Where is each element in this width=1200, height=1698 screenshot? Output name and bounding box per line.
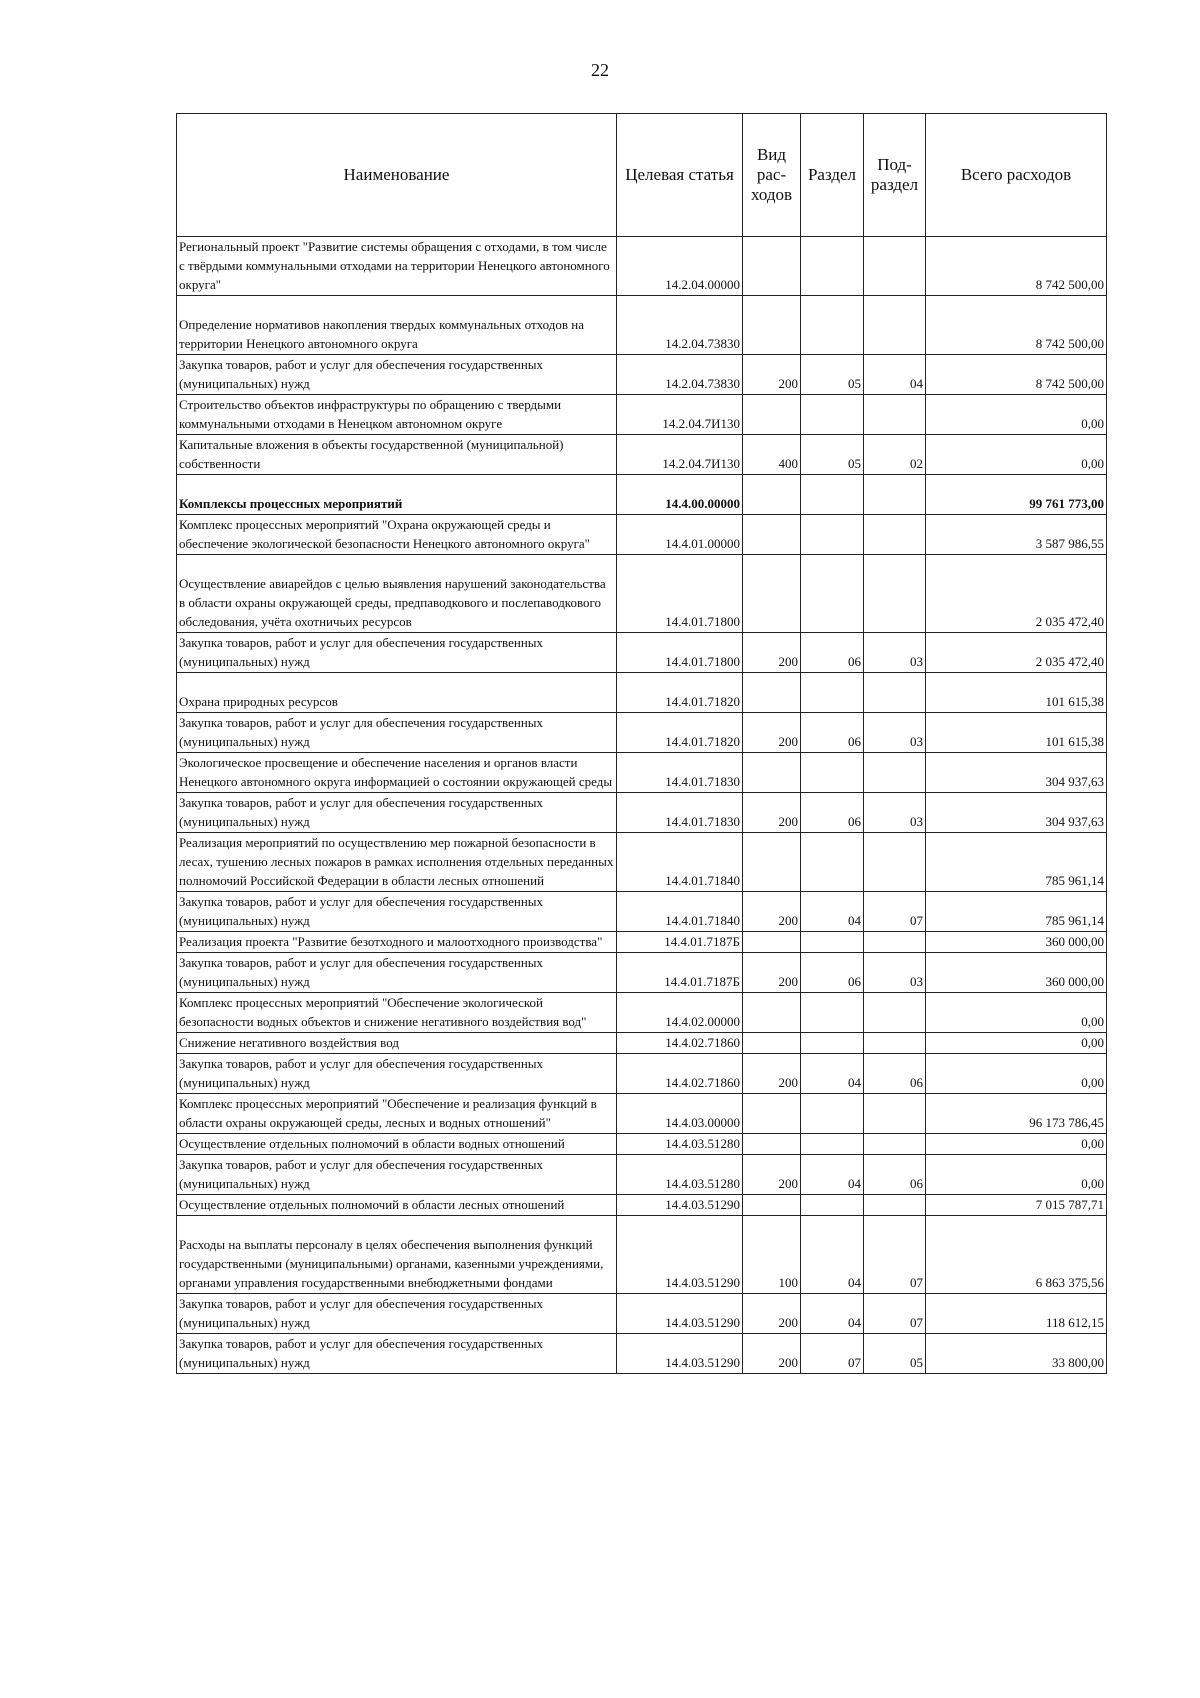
row-subsection bbox=[864, 993, 926, 1033]
table-row bbox=[177, 1054, 1107, 1094]
row-section: 04 bbox=[801, 1155, 864, 1195]
row-target-article: 14.4.03.51290 bbox=[617, 1195, 743, 1216]
row-total: 785 961,14 bbox=[926, 892, 1107, 932]
row-subsection: 02 bbox=[864, 435, 926, 475]
table-row bbox=[177, 296, 1107, 355]
row-section bbox=[801, 1134, 864, 1155]
row-target-article: 14.2.04.7И130 bbox=[617, 435, 743, 475]
row-section: 04 bbox=[801, 892, 864, 932]
row-name: Комплекс процессных мероприятий "Обеспечение экологической безопасности водных объектов и снижение негативного воздействия вод" bbox=[177, 993, 617, 1033]
table-row bbox=[177, 932, 1107, 953]
row-expense-kind bbox=[743, 1094, 801, 1134]
row-name: Закупка товаров, работ и услуг для обеспечения государственных (муниципальных) нужд bbox=[177, 793, 617, 833]
row-section: 04 bbox=[801, 1216, 864, 1294]
table-row bbox=[177, 673, 1107, 713]
row-subsection: 06 bbox=[864, 1054, 926, 1094]
row-target-article: 14.4.01.71820 bbox=[617, 713, 743, 753]
row-target-article: 14.4.01.71800 bbox=[617, 555, 743, 633]
row-name: Закупка товаров, работ и услуг для обеспечения государственных (муниципальных) нужд bbox=[177, 633, 617, 673]
table-row bbox=[177, 1216, 1107, 1294]
row-name: Комплекс процессных мероприятий "Охрана окружающей среды и обеспечение экологической безопасности Ненецкого автономного округа" bbox=[177, 515, 617, 555]
row-section bbox=[801, 515, 864, 555]
row-total: 8 742 500,00 bbox=[926, 355, 1107, 395]
row-subsection bbox=[864, 1134, 926, 1155]
row-total: 360 000,00 bbox=[926, 932, 1107, 953]
row-target-article: 14.4.03.51280 bbox=[617, 1155, 743, 1195]
row-total: 0,00 bbox=[926, 993, 1107, 1033]
row-subsection: 03 bbox=[864, 793, 926, 833]
row-name: Закупка товаров, работ и услуг для обеспечения государственных (муниципальных) нужд bbox=[177, 1294, 617, 1334]
row-name: Закупка товаров, работ и услуг для обеспечения государственных (муниципальных) нужд bbox=[177, 1334, 617, 1374]
row-name: Капитальные вложения в объекты государственной (муниципальной) собственности bbox=[177, 435, 617, 475]
row-target-article: 14.4.01.71840 bbox=[617, 892, 743, 932]
row-section bbox=[801, 753, 864, 793]
row-target-article: 14.4.01.71830 bbox=[617, 753, 743, 793]
row-name: Закупка товаров, работ и услуг для обеспечения государственных (муниципальных) нужд bbox=[177, 1155, 617, 1195]
row-section bbox=[801, 395, 864, 435]
header-expense-kind: Вид рас- ходов bbox=[743, 114, 801, 237]
row-expense-kind bbox=[743, 475, 801, 515]
row-section bbox=[801, 1033, 864, 1054]
row-expense-kind bbox=[743, 555, 801, 633]
row-target-article: 14.4.02.71860 bbox=[617, 1054, 743, 1094]
row-expense-kind: 200 bbox=[743, 793, 801, 833]
row-subsection bbox=[864, 1094, 926, 1134]
row-section: 06 bbox=[801, 713, 864, 753]
row-total: 0,00 bbox=[926, 1054, 1107, 1094]
row-name: Комплексы процессных мероприятий bbox=[177, 475, 617, 515]
row-subsection bbox=[864, 833, 926, 892]
row-name: Охрана природных ресурсов bbox=[177, 673, 617, 713]
row-subsection bbox=[864, 296, 926, 355]
row-section bbox=[801, 673, 864, 713]
row-section bbox=[801, 1195, 864, 1216]
row-expense-kind bbox=[743, 296, 801, 355]
row-subsection bbox=[864, 673, 926, 713]
row-total: 8 742 500,00 bbox=[926, 296, 1107, 355]
row-target-article: 14.2.04.73830 bbox=[617, 296, 743, 355]
row-section bbox=[801, 993, 864, 1033]
row-total: 0,00 bbox=[926, 1033, 1107, 1054]
row-section bbox=[801, 296, 864, 355]
row-subsection: 04 bbox=[864, 355, 926, 395]
row-total: 101 615,38 bbox=[926, 673, 1107, 713]
row-section bbox=[801, 833, 864, 892]
row-expense-kind: 400 bbox=[743, 435, 801, 475]
row-subsection bbox=[864, 515, 926, 555]
row-expense-kind: 200 bbox=[743, 713, 801, 753]
row-expense-kind: 200 bbox=[743, 1054, 801, 1094]
row-subsection: 03 bbox=[864, 953, 926, 993]
row-expense-kind: 200 bbox=[743, 355, 801, 395]
table-row bbox=[177, 515, 1107, 555]
row-subsection bbox=[864, 237, 926, 296]
row-section: 04 bbox=[801, 1054, 864, 1094]
row-subsection bbox=[864, 395, 926, 435]
row-subsection bbox=[864, 475, 926, 515]
row-total: 96 173 786,45 bbox=[926, 1094, 1107, 1134]
row-total: 0,00 bbox=[926, 1155, 1107, 1195]
row-section: 06 bbox=[801, 953, 864, 993]
row-subsection bbox=[864, 932, 926, 953]
table-row bbox=[177, 395, 1107, 435]
row-total: 0,00 bbox=[926, 395, 1107, 435]
row-expense-kind: 200 bbox=[743, 953, 801, 993]
row-name: Реализация проекта "Развитие безотходного и малоотходного производства" bbox=[177, 932, 617, 953]
row-total: 304 937,63 bbox=[926, 793, 1107, 833]
row-expense-kind bbox=[743, 673, 801, 713]
row-total: 360 000,00 bbox=[926, 953, 1107, 993]
row-target-article: 14.4.03.51290 bbox=[617, 1334, 743, 1374]
row-name: Реализация мероприятий по осуществлению мер пожарной безопасности в лесах, тушению лесных пожаров в рамках исполнения отдельных переданных полномочий Российской Федерации в области лесных отношений bbox=[177, 833, 617, 892]
row-target-article: 14.4.02.71860 bbox=[617, 1033, 743, 1054]
row-section bbox=[801, 237, 864, 296]
row-total: 8 742 500,00 bbox=[926, 237, 1107, 296]
row-name: Снижение негативного воздействия вод bbox=[177, 1033, 617, 1054]
row-target-article: 14.4.03.51280 bbox=[617, 1134, 743, 1155]
row-subsection bbox=[864, 753, 926, 793]
table-row bbox=[177, 555, 1107, 633]
row-total: 6 863 375,56 bbox=[926, 1216, 1107, 1294]
table-row bbox=[177, 237, 1107, 296]
table-header-row bbox=[177, 114, 1107, 237]
row-name: Региональный проект "Развитие системы обращения с отходами, в том числе с твёрдыми коммунальными отходами на территории Ненецкого автономного округа" bbox=[177, 237, 617, 296]
budget-table bbox=[176, 113, 1107, 1374]
row-expense-kind bbox=[743, 395, 801, 435]
table-row bbox=[177, 1294, 1107, 1334]
row-total: 2 035 472,40 bbox=[926, 633, 1107, 673]
row-expense-kind: 200 bbox=[743, 633, 801, 673]
row-target-article: 14.4.01.71830 bbox=[617, 793, 743, 833]
row-expense-kind bbox=[743, 753, 801, 793]
row-expense-kind bbox=[743, 1033, 801, 1054]
row-name: Закупка товаров, работ и услуг для обеспечения государственных (муниципальных) нужд bbox=[177, 1054, 617, 1094]
row-target-article: 14.4.01.7187Б bbox=[617, 953, 743, 993]
table-row bbox=[177, 833, 1107, 892]
row-subsection: 07 bbox=[864, 1294, 926, 1334]
table-row bbox=[177, 1195, 1107, 1216]
row-total: 304 937,63 bbox=[926, 753, 1107, 793]
row-section bbox=[801, 1094, 864, 1134]
row-target-article: 14.4.01.71840 bbox=[617, 833, 743, 892]
page-number: 22 bbox=[591, 60, 609, 80]
row-name: Осуществление авиарейдов с целью выявления нарушений законодательства в области охраны окружающей среды, предпаводкового и послепаводкового обследования, учёта охотничьих ресурсов bbox=[177, 555, 617, 633]
row-subsection: 05 bbox=[864, 1334, 926, 1374]
table-row bbox=[177, 1134, 1107, 1155]
row-subsection bbox=[864, 555, 926, 633]
row-expense-kind bbox=[743, 515, 801, 555]
row-name: Закупка товаров, работ и услуг для обеспечения государственных (муниципальных) нужд bbox=[177, 355, 617, 395]
row-expense-kind bbox=[743, 993, 801, 1033]
table-row bbox=[177, 435, 1107, 475]
row-subsection: 03 bbox=[864, 633, 926, 673]
row-total: 118 612,15 bbox=[926, 1294, 1107, 1334]
row-total: 99 761 773,00 bbox=[926, 475, 1107, 515]
row-total: 7 015 787,71 bbox=[926, 1195, 1107, 1216]
row-target-article: 14.4.03.00000 bbox=[617, 1094, 743, 1134]
row-name: Закупка товаров, работ и услуг для обеспечения государственных (муниципальных) нужд bbox=[177, 713, 617, 753]
row-total: 0,00 bbox=[926, 1134, 1107, 1155]
row-target-article: 14.4.00.00000 bbox=[617, 475, 743, 515]
row-expense-kind: 200 bbox=[743, 892, 801, 932]
table-row bbox=[177, 993, 1107, 1033]
row-name: Расходы на выплаты персоналу в целях обеспечения выполнения функций государственными (муниципальными) органами, казенными учреждениями, органами управления государственными внебюджетными фондами bbox=[177, 1216, 617, 1294]
row-target-article: 14.4.03.51290 bbox=[617, 1294, 743, 1334]
header-name: Наименование bbox=[177, 114, 617, 237]
row-section bbox=[801, 555, 864, 633]
row-section: 07 bbox=[801, 1334, 864, 1374]
header-total: Всего расходов bbox=[926, 114, 1107, 237]
row-section: 04 bbox=[801, 1294, 864, 1334]
header-target-article: Целевая статья bbox=[617, 114, 743, 237]
row-total: 3 587 986,55 bbox=[926, 515, 1107, 555]
table-row bbox=[177, 1094, 1107, 1134]
row-section: 06 bbox=[801, 793, 864, 833]
row-expense-kind: 100 bbox=[743, 1216, 801, 1294]
row-name: Закупка товаров, работ и услуг для обеспечения государственных (муниципальных) нужд bbox=[177, 953, 617, 993]
row-expense-kind: 200 bbox=[743, 1334, 801, 1374]
row-name: Осуществление отдельных полномочий в области лесных отношений bbox=[177, 1195, 617, 1216]
table-row bbox=[177, 633, 1107, 673]
row-section bbox=[801, 932, 864, 953]
header-subsection: Под- раздел bbox=[864, 114, 926, 237]
row-subsection bbox=[864, 1033, 926, 1054]
row-subsection: 03 bbox=[864, 713, 926, 753]
row-section: 05 bbox=[801, 355, 864, 395]
row-total: 785 961,14 bbox=[926, 833, 1107, 892]
row-expense-kind bbox=[743, 1195, 801, 1216]
table-row bbox=[177, 1033, 1107, 1054]
row-subsection: 06 bbox=[864, 1155, 926, 1195]
row-target-article: 14.4.01.71800 bbox=[617, 633, 743, 673]
row-section: 05 bbox=[801, 435, 864, 475]
row-target-article: 14.4.01.71820 bbox=[617, 673, 743, 713]
row-target-article: 14.2.04.73830 bbox=[617, 355, 743, 395]
table-row bbox=[177, 355, 1107, 395]
row-total: 33 800,00 bbox=[926, 1334, 1107, 1374]
row-section bbox=[801, 475, 864, 515]
row-target-article: 14.4.02.00000 bbox=[617, 993, 743, 1033]
row-expense-kind bbox=[743, 932, 801, 953]
row-expense-kind bbox=[743, 833, 801, 892]
row-section: 06 bbox=[801, 633, 864, 673]
row-name: Комплекс процессных мероприятий "Обеспечение и реализация функций в области охраны окружающей среды, лесных и водных отношений" bbox=[177, 1094, 617, 1134]
header-section: Раздел bbox=[801, 114, 864, 237]
row-name: Экологическое просвещение и обеспечение населения и органов власти Ненецкого автономного округа информацией о состоянии окружающей среды bbox=[177, 753, 617, 793]
table-body bbox=[177, 237, 1107, 1374]
row-name: Осуществление отдельных полномочий в области водных отношений bbox=[177, 1134, 617, 1155]
row-target-article: 14.2.04.00000 bbox=[617, 237, 743, 296]
row-total: 2 035 472,40 bbox=[926, 555, 1107, 633]
table-row bbox=[177, 793, 1107, 833]
row-expense-kind: 200 bbox=[743, 1294, 801, 1334]
row-subsection bbox=[864, 1195, 926, 1216]
row-target-article: 14.4.03.51290 bbox=[617, 1216, 743, 1294]
table-row bbox=[177, 475, 1107, 515]
row-expense-kind bbox=[743, 1134, 801, 1155]
table-row bbox=[177, 753, 1107, 793]
table-row bbox=[177, 953, 1107, 993]
row-name: Определение нормативов накопления твердых коммунальных отходов на территории Ненецкого автономного округа bbox=[177, 296, 617, 355]
row-target-article: 14.4.01.7187Б bbox=[617, 932, 743, 953]
row-expense-kind bbox=[743, 237, 801, 296]
row-target-article: 14.4.01.00000 bbox=[617, 515, 743, 555]
row-name: Строительство объектов инфраструктуры по обращению с твердыми коммунальными отходами в Ненецком автономном округе bbox=[177, 395, 617, 435]
table-row bbox=[177, 892, 1107, 932]
table-row bbox=[177, 1155, 1107, 1195]
row-subsection: 07 bbox=[864, 1216, 926, 1294]
row-subsection: 07 bbox=[864, 892, 926, 932]
table-row bbox=[177, 713, 1107, 753]
table-row bbox=[177, 1334, 1107, 1374]
row-expense-kind: 200 bbox=[743, 1155, 801, 1195]
row-total: 101 615,38 bbox=[926, 713, 1107, 753]
row-target-article: 14.2.04.7И130 bbox=[617, 395, 743, 435]
row-total: 0,00 bbox=[926, 435, 1107, 475]
row-name: Закупка товаров, работ и услуг для обеспечения государственных (муниципальных) нужд bbox=[177, 892, 617, 932]
